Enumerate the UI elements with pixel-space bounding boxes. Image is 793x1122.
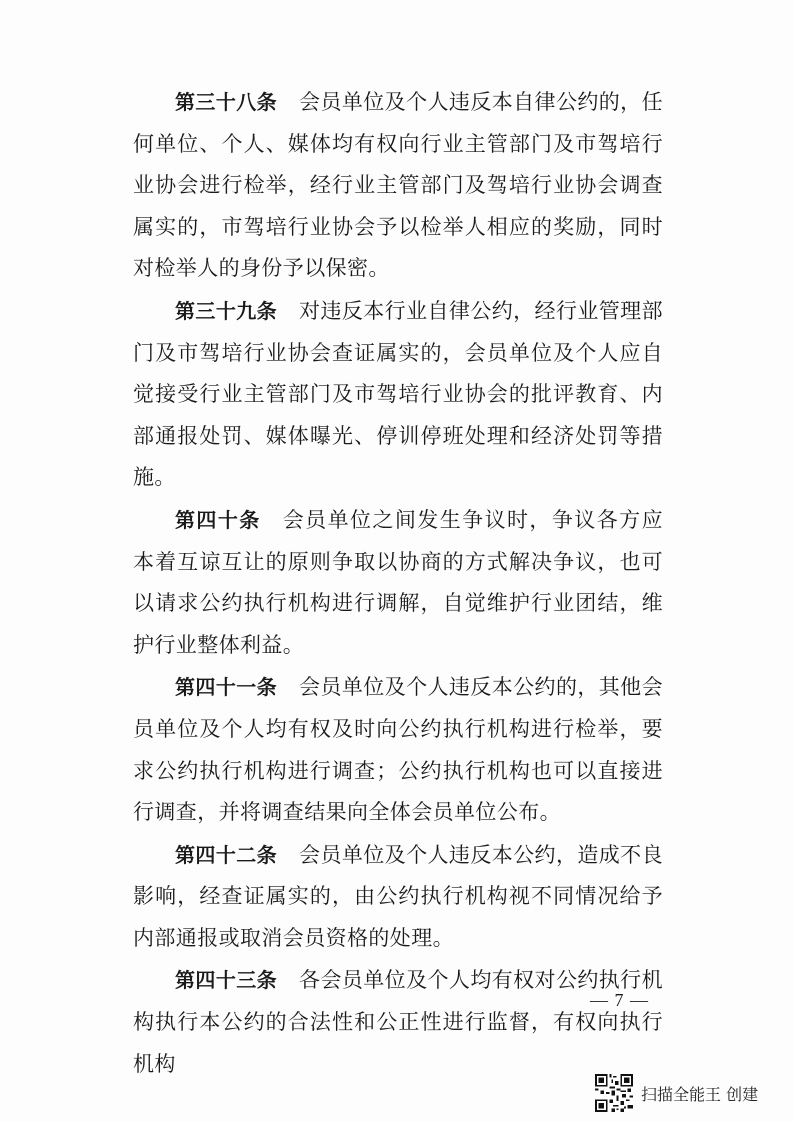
article-title: 第四十三条 bbox=[175, 968, 278, 993]
article-title: 第四十条 bbox=[175, 507, 261, 532]
article-text: 会员单位之间发生争议时，争议各方应本着互谅互让的原则争取以协商的方式解决争议，也可以请求公约执行机构进行调解，自觉维护行业团结，维护行业整体利益。 bbox=[133, 507, 663, 657]
article-40 bbox=[133, 500, 663, 666]
page-number: — 7 — bbox=[590, 990, 649, 1010]
article-text: 会员单位及个人违反本公约的，其他会员单位及个人均有权及时向公约执行机构进行检举，要求公约执行机构进行调查；公约执行机构也可以直接进行调查，并将调查结果向全体会员单位公布。 bbox=[133, 675, 663, 825]
article-38 bbox=[133, 82, 663, 290]
scanner-watermark bbox=[595, 1073, 758, 1113]
article-text: 会员单位及个人违反本公约，造成不良影响，经查证属实的，由公约执行机构视不同情况给予内部通报或取消会员资格的处理。 bbox=[133, 842, 663, 950]
article-text: 会员单位及个人违反本自律公约的，任何单位、个人、媒体均有权向行业主管部门及市驾培行业协会进行检举，经行业主管部门及驾培行业协会调查属实的，市驾培行业协会予以检举人相应的奖励，同时对检举人的身份予以保密。 bbox=[133, 90, 663, 281]
article-43 bbox=[133, 960, 663, 1085]
article-title: 第四十一条 bbox=[175, 675, 278, 700]
article-title: 第三十九条 bbox=[175, 298, 278, 323]
article-41 bbox=[133, 667, 663, 833]
article-42 bbox=[133, 835, 663, 960]
qr-code-icon bbox=[595, 1074, 633, 1112]
article-title: 第三十八条 bbox=[175, 90, 278, 114]
article-title: 第四十二条 bbox=[175, 842, 278, 867]
watermark-text: 扫描全能王 创建 bbox=[641, 1084, 759, 1104]
article-text: 各会员单位及个人均有权对公约执行机构执行本公约的合法性和公正性进行监督，有权向执行机构 bbox=[133, 968, 663, 1076]
article-39 bbox=[133, 291, 663, 499]
document-body bbox=[133, 82, 663, 1085]
article-text: 对违反本行业自律公约，经行业管理部门及市驾培行业协会查证属实的，会员单位及个人应自觉接受行业主管部门及市驾培行业协会的批评教育、内部通报处罚、媒体曝光、停训停班处理和经济处罚等措施。 bbox=[133, 298, 663, 490]
